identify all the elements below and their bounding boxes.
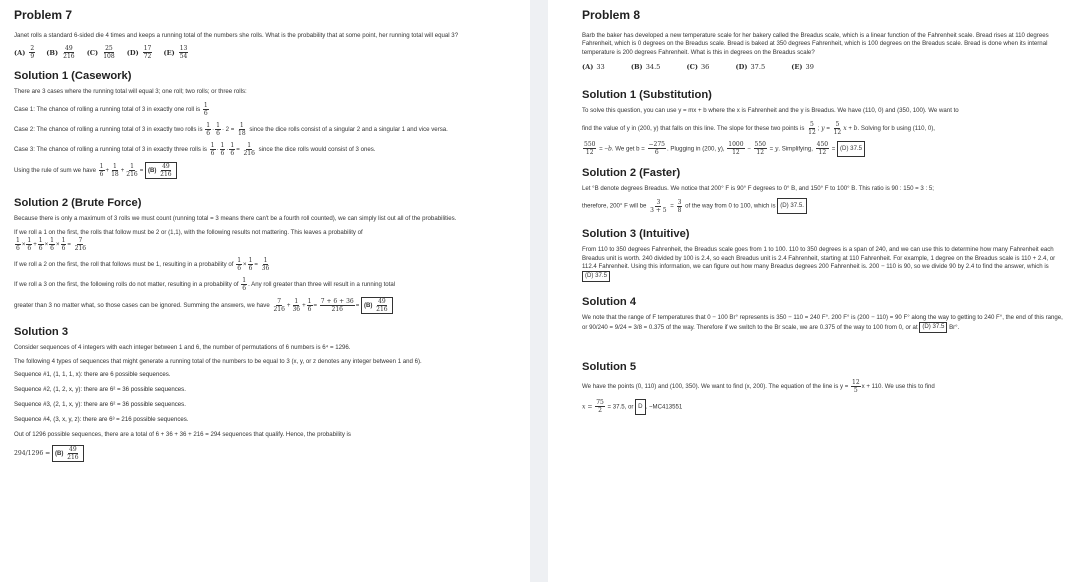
solution-2-p3: If we roll a 2 on the first, the roll that follows must be 1, resulting in a probability of $\frac{1}{6}$ × $\frac{1}{6}$ = $\frac{1}{36}$ xyxy=(14,256,270,272)
choice-b: (B) $\frac{49}{216}$ xyxy=(46,45,75,61)
r-solution-1-p2: find the value of y in (200, y) that falls on this line. The slope for these two points is $\frac{5}{12}$ ; y = $\frac{5}{12}$ x + b. Solving for b using (110, 0), xyxy=(582,120,935,136)
r-solution-1-title: Solution 1 (Substitution) xyxy=(582,89,712,102)
r-solution-2-p2: therefore, 200° F will be $\frac{3}{3 + 5}$ = $\frac{3}{8}$ of the way from 0 to 100, which is (D) 37.5. xyxy=(582,198,1066,214)
r-solution-5-p2: x = $\frac{75}{2}$ = 37.5, or D . ~MC413551 xyxy=(582,399,683,415)
answer-box: (D) 37.5. xyxy=(777,198,807,214)
signature: ~MC413551 xyxy=(648,403,683,411)
answer-box: (B) $\frac{49}{216}$ xyxy=(145,162,177,179)
right-page xyxy=(548,0,1080,582)
choice-c: (C) $\frac{25}{108}$ xyxy=(86,45,115,61)
choice-d: (D) $\frac{17}{72}$ xyxy=(126,45,152,61)
solution-3-p2: The following 4 types of sequences that might generate a running total of the numbers to be equal to 3 (x, y, or z denotes any integer between 1 and 6). xyxy=(14,357,422,365)
left-page xyxy=(0,0,530,582)
problem-8-choices xyxy=(582,63,1066,71)
solution-3-p1: Consider sequences of 4 integers with each integer between 1 and 6, the number of permutations of 6 numbers is 6⁴ = 1296. xyxy=(14,344,351,352)
problem-8-text: Barb the baker has developed a new temperature scale for her bakery called the Breadus scale, which is a linear function of the Fahrenheit scale. Bread rises at 110 degrees Fahrenheit, which is 0 degrees on the Breadus scale. Bread is baked at 350 degrees Fahrenheit, which is 100 degrees on the Breadus scale. Bread is done when its internal temperature is 200 degrees Fahrenheit. What is this in degrees on the Breadus scale? xyxy=(582,32,1049,56)
case-2: Case 2: The chance of rolling a running total of 3 in exactly two rolls is $\frac{1}{6}$ · $\frac{1}{6}$ · 2 = $\frac{1}{18}$ since the dice rolls consist of a singular 2 and a singular 1 and vice versa. xyxy=(14,121,448,137)
sequence-3: Sequence #3, (2, 1, x, y): there are 6² = 36 possible sequences. xyxy=(14,401,186,409)
r-solution-1-p3: $\frac{550}{12}$ = −b. We get b = $\frac{-275}{6}$ . Plugging in (200, y), $\frac{1000}{12}$ − $\frac{550}{12}$ = y. Simplifying, $\frac{450}{12}$ = (D) 37.5 xyxy=(582,141,1066,157)
r-solution-5-p1: We have the points (0, 110) and (100, 350). We want to find (x, 200). The equation of the line is y = $\frac{12}{5}$ x + 110. We use this to find xyxy=(582,378,935,394)
solution-2-p4: If we roll a 3 on the first, the following rolls do not matter, resulting in a probability of $\frac{1}{6}$ . Any roll greater than three will result in a running total xyxy=(14,277,396,293)
solution-2-p1: Because there is only a maximum of 3 rolls we must count (running total = 3 means there can't be a fourth roll counted), we can simply list out all of the probabilities. xyxy=(14,215,457,223)
solution-3-p3: Out of 1296 possible sequences, there are a total of 6 + 36 + 36 + 216 = 294 sequences that qualify. Hence, the probability is xyxy=(14,431,351,439)
sequence-4: Sequence #4, (3, x, y, z): there are 6³ = 216 possible sequences. xyxy=(14,416,189,424)
answer-box: (B) $\frac{49}{216}$ xyxy=(52,445,84,462)
case-3: Case 3: The chance of rolling a running total of 3 in exactly three rolls is $\frac{1}{6}$ · $\frac{1}{6}$ · $\frac{1}{6}$ = $\frac{1}{216}$ since the dice rolls would consist of 3 ones. xyxy=(14,141,376,157)
choice-e: (E) 39 xyxy=(791,63,814,72)
choice-a: (A) $\frac{2}{9}$ xyxy=(14,45,35,61)
solution-2-title: Solution 2 (Brute Force) xyxy=(14,197,142,210)
sequence-2: Sequence #2, (1, 2, x, y): there are 6² = 36 possible sequences. xyxy=(14,386,186,394)
solution-1-title: Solution 1 (Casework) xyxy=(14,70,132,83)
answer-box: D xyxy=(635,399,645,415)
r-solution-3-p1: From 110 to 350 degrees Fahrenheit, the Breadus scale goes from 1 to 100. 110 to 350 degrees is a span of 240, and we can use this to determine how many Fahrenheit each Breadus unit is worth. 240 divided by 100 is 2.4, so each Breadus unit is 2.4 Fahrenheit, starting at 110 Fahrenheit. For example, 1 degree on the Breadus scale is 110 + 2.4, or 112.4 Fahrenheit. Using this information, we can figure out how many Breadus degrees 200 Fahrenheit is. 200 − 110 is 90, so we divide 90 by 2.4 to find the answer, which is (D) 37.5 xyxy=(582,246,1066,282)
solution-2-p2: If we roll a 1 on the first, the rolls that follow must be 2 or (1,1), with the following results not mattering. This leaves a probability of $\frac{1}{6}$ × $\frac{1}{6}$ + $\frac{1}{6}$ × $\frac{1}{6}$ × $\frac{1}{6}$ = $\frac{7}{216}$ xyxy=(14,228,363,252)
problem-7-choices xyxy=(14,45,516,60)
case-1: Case 1: The chance of rolling a running total of 3 in exactly one roll is $\frac{1}{6}$ xyxy=(14,101,208,117)
problem-7-title: Problem 7 xyxy=(14,8,73,22)
r-solution-5-title: Solution 5 xyxy=(582,360,637,373)
choice-e: (E) $\frac{13}{54}$ xyxy=(163,45,188,61)
solution-1-intro: There are 3 cases where the running total will equal 3; one roll; two rolls; or three rolls: xyxy=(14,88,247,96)
choice-b: (B) 34.5 xyxy=(630,63,661,72)
r-solution-2-p1: Let °B denote degrees Breadus. We notice that 200° F is 90° F degrees to 0° B, and 150° F to 100° B. This ratio is 90 : 150 = 3 : 5; xyxy=(582,184,934,192)
r-solution-4-title: Solution 4 xyxy=(582,295,637,308)
sequence-1: Sequence #1, (1, 1, 1, x): there are 6 possible sequences. xyxy=(14,371,171,379)
answer-box: (D) 37.5 xyxy=(582,271,610,281)
choice-c: (C) 36 xyxy=(686,63,710,72)
answer-box: (B) $\frac{49}{216}$ xyxy=(361,297,393,314)
solution-3-title: Solution 3 xyxy=(14,326,69,339)
problem-7-text: Janet rolls a standard 6-sided die 4 times and keeps a running total of the numbers she rolls. What is the probability that at some point, her running total will equal 3? xyxy=(14,32,459,39)
r-solution-4-p1: We note that the range of F temperatures that 0 − 100 Br° represents is 350 − 110 = 240 F°. 200 F° is (200 − 110) = 90 F° along the way to getting to 240 F°, the end of this range, or 90/240 = 9/24 = 3/8 = 0.375 of the way. Therefore if we switch to the Br scale, we are 0.375 of the way to 100 from 0, or at (D) 37.5 Br°. xyxy=(582,313,1063,331)
solution-2-p5: greater than 3 no matter what, so those cases can be ignored. Summing the answers, we have $\frac{7}{216}$ + $\frac{1}{36}$ + $\frac{1}{6}$ = $\frac{7 + 6 + 36}{216}$ = (B) $\frac{49}{216}$ xyxy=(14,297,516,314)
r-solution-2-title: Solution 2 (Faster) xyxy=(582,166,681,179)
rule-of-sum: Using the rule of sum we have $\frac{1}{6}$ + $\frac{1}{18}$ + $\frac{1}{216}$ = (B) $\frac{49}{216}$ xyxy=(14,162,516,179)
solution-3-ratio: 294/1296 = (B) $\frac{49}{216}$ xyxy=(14,445,516,462)
page-divider xyxy=(530,0,548,582)
choice-d: (D) 37.5 xyxy=(735,63,766,72)
answer-box: (D) 37.5 xyxy=(837,141,865,157)
problem-8-title: Problem 8 xyxy=(582,8,641,22)
answer-box: (D) 37.5 xyxy=(919,322,947,332)
r-solution-1-p1: To solve this question, you can use y = mx + b where the x is Fahrenheit and the y is Breadus. We have (110, 0) and (350, 100). We want to xyxy=(582,107,959,115)
choice-a: (A) 33 xyxy=(582,63,605,72)
r-solution-3-title: Solution 3 (Intuitive) xyxy=(582,228,690,241)
